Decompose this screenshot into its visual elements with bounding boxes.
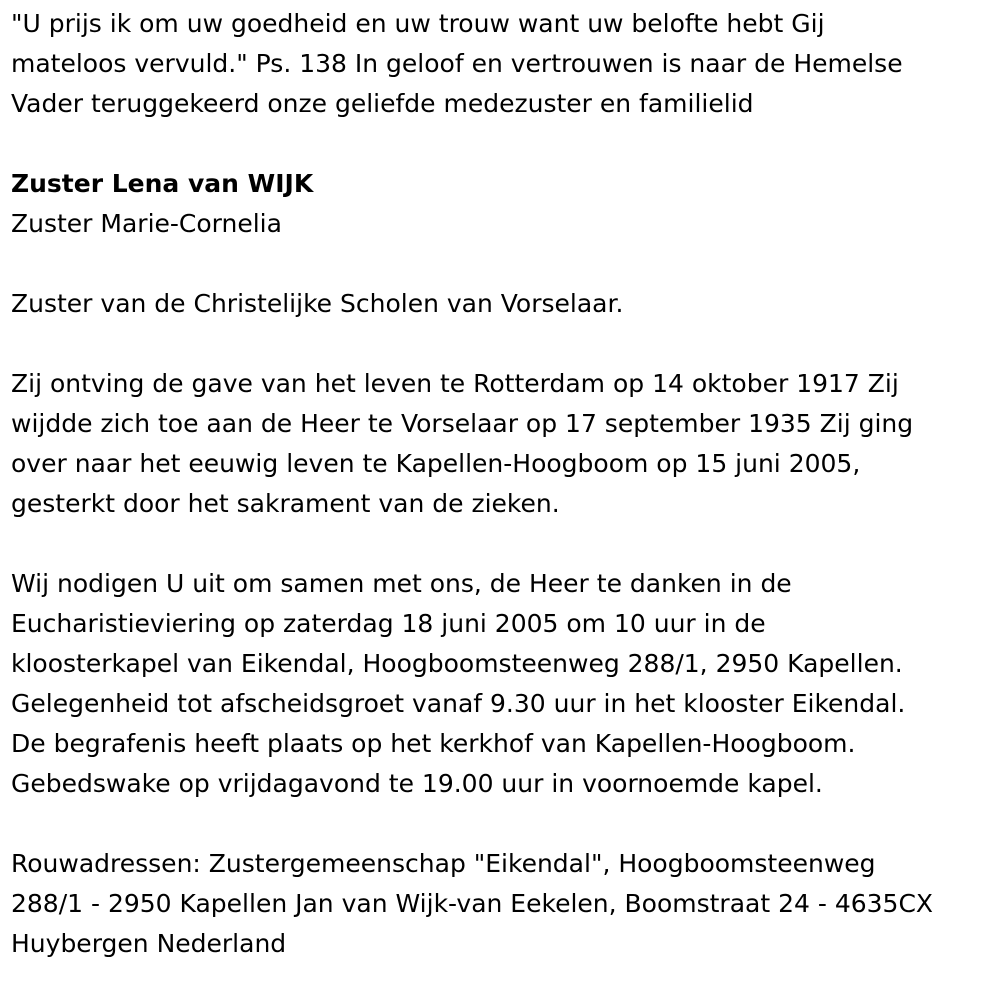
biography-line: wijdde zich toe aan de Heer te Vorselaar op 17 september 1935 Zij ging [11,409,914,438]
invitation-line: Gebedswake op vrijdagavond te 19.00 uur in voornoemde kapel. [11,769,823,798]
invitation-line: De begrafenis heeft plaats op het kerkhof van Kapellen-Hoogboom. [11,729,856,758]
paragraph-gap [11,524,1000,564]
biography-line: over naar het eeuwig leven te Kapellen-Hoogboom op 15 juni 2005, [11,449,861,478]
biography-line: Zij ontving de gave van het leven te Rotterdam op 14 oktober 1917 Zij [11,369,899,398]
paragraph-gap [11,124,1000,164]
intro-paragraph [11,4,1000,124]
address-line: 288/1 - 2950 Kapellen Jan van Wijk-van Eekelen, Boomstraat 24 - 4635CX [11,889,934,918]
address-line: Huybergen Nederland [11,929,287,958]
address-line: Rouwadressen: Zustergemeenschap "Eikendal", Hoogboomsteenweg [11,849,876,878]
biography-line: gesterkt door het sakrament van de zieken. [11,489,560,518]
invitation-paragraph [11,564,1000,804]
invitation-line: Gelegenheid tot afscheidsgroet vanaf 9.30 uur in het klooster Eikendal. [11,689,906,718]
intro-line: mateloos vervuld." Ps. 138 In geloof en vertrouwen is naar de Hemelse [11,49,903,78]
paragraph-gap [11,804,1000,844]
paragraph-gap [11,324,1000,364]
invitation-line: Wij nodigen U uit om samen met ons, de Heer te danken in de [11,569,792,598]
religious-name: Zuster Marie-Cornelia [11,209,282,238]
intro-line: Vader teruggekeerd onze geliefde medezuster en familielid [11,89,754,118]
paragraph-gap [11,244,1000,284]
intro-line: "U prijs ik om uw goedheid en uw trouw want uw belofte hebt Gij [11,9,825,38]
invitation-line: kloosterkapel van Eikendal, Hoogboomsteenweg 288/1, 2950 Kapellen. [11,649,903,678]
addresses-paragraph [11,844,1000,964]
deceased-name: Zuster Lena van WIJK [11,169,314,198]
congregation-line: Zuster van de Christelijke Scholen van Vorselaar. [11,289,624,318]
invitation-line: Eucharistieviering op zaterdag 18 juni 2005 om 10 uur in de [11,609,766,638]
biography-paragraph [11,364,1000,524]
